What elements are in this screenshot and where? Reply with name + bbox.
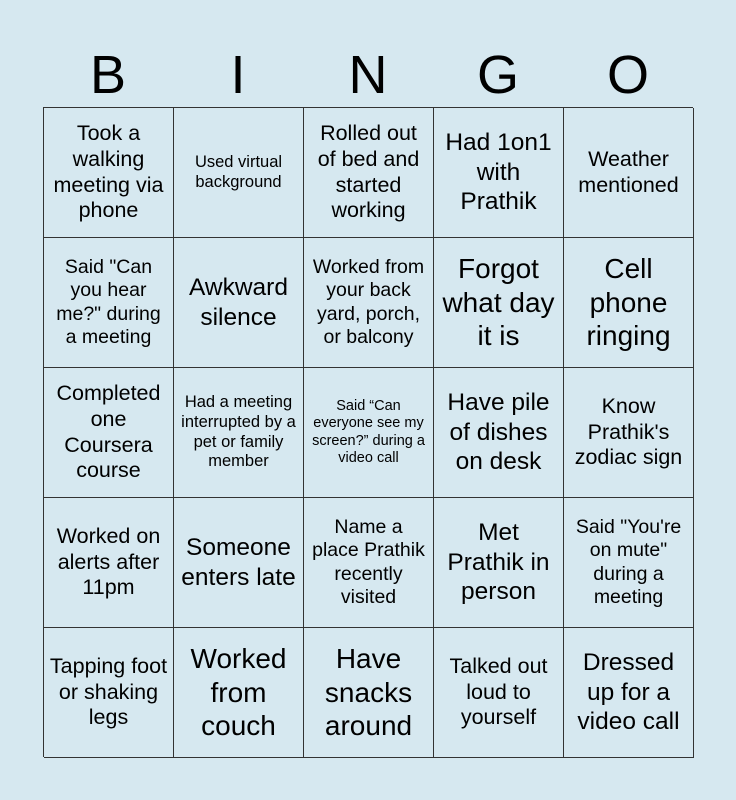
cell-text: Said "Can you hear me?" during a meeting [56,255,161,348]
cell-text: Name a place Prathik recently visited [312,515,425,608]
cell-text: Worked from your back yard, porch, or balcony [312,255,425,348]
cell-text: Said “Can everyone see my screen?” during a video call [312,397,425,466]
cell-text: Said "You're on mute" during a meeting [575,515,682,608]
bingo-cell[interactable] [564,628,694,758]
bingo-cell[interactable] [434,498,564,628]
bingo-cell[interactable] [434,368,564,498]
bingo-cell[interactable] [564,368,694,498]
bingo-cell[interactable] [434,628,564,758]
cell-text: Someone enters late [181,534,296,591]
cell-text: Had a meeting interrupted by a pet or family member [181,392,296,471]
bingo-cell[interactable] [434,108,564,238]
cell-text: Talked out loud to yourself [449,653,548,730]
header-letter-g: G [476,45,519,105]
bingo-cell[interactable] [44,628,174,758]
header-letter-b: B [89,45,127,105]
cell-text: Met Prathik in person [447,519,550,606]
bingo-cell[interactable] [564,238,694,368]
bingo-cell[interactable] [174,238,304,368]
bingo-cell[interactable] [174,628,304,758]
bingo-cell[interactable] [44,238,174,368]
cell-text: Took a walking meeting via phone [53,120,164,223]
bingo-cell[interactable] [44,498,174,628]
bingo-cell[interactable] [304,498,434,628]
cell-text: Completed one Coursera course [56,380,161,483]
bingo-cell[interactable] [434,238,564,368]
cell-text: Forgot what day it is [442,253,555,352]
bingo-cell[interactable] [174,498,304,628]
cell-text: Cell phone ringing [586,253,671,352]
cell-text: Know Prathik's zodiac sign [574,393,683,470]
header-letter-n: N [348,45,388,105]
cell-text: Awkward silence [189,274,288,331]
cell-text: Weather mentioned [578,146,679,197]
cell-text: Have pile of dishes on desk [447,389,550,476]
cell-text: Have snacks around [324,643,413,742]
bingo-header [43,44,693,106]
bingo-cell[interactable] [564,498,694,628]
header-letter-i: I [230,45,246,105]
cell-text: Used virtual background [194,152,283,191]
bingo-cell[interactable] [304,108,434,238]
bingo-cell[interactable] [44,368,174,498]
bingo-cell[interactable] [564,108,694,238]
bingo-cell[interactable] [304,238,434,368]
bingo-cell[interactable] [174,108,304,238]
bingo-board [43,107,693,757]
bingo-cell[interactable] [304,628,434,758]
header-letter-o: O [606,45,649,105]
cell-text: Worked from couch [190,643,287,742]
bingo-cell[interactable] [174,368,304,498]
cell-text: Dressed up for a video call [577,649,680,736]
cell-text: Worked on alerts after 11pm [56,523,161,600]
cell-text: Rolled out of bed and started working [317,120,420,223]
cell-text: Had 1on1 with Prathik [445,129,552,216]
cell-text: Tapping foot or shaking legs [49,653,168,730]
bingo-cell[interactable] [44,108,174,238]
bingo-cell[interactable] [304,368,434,498]
